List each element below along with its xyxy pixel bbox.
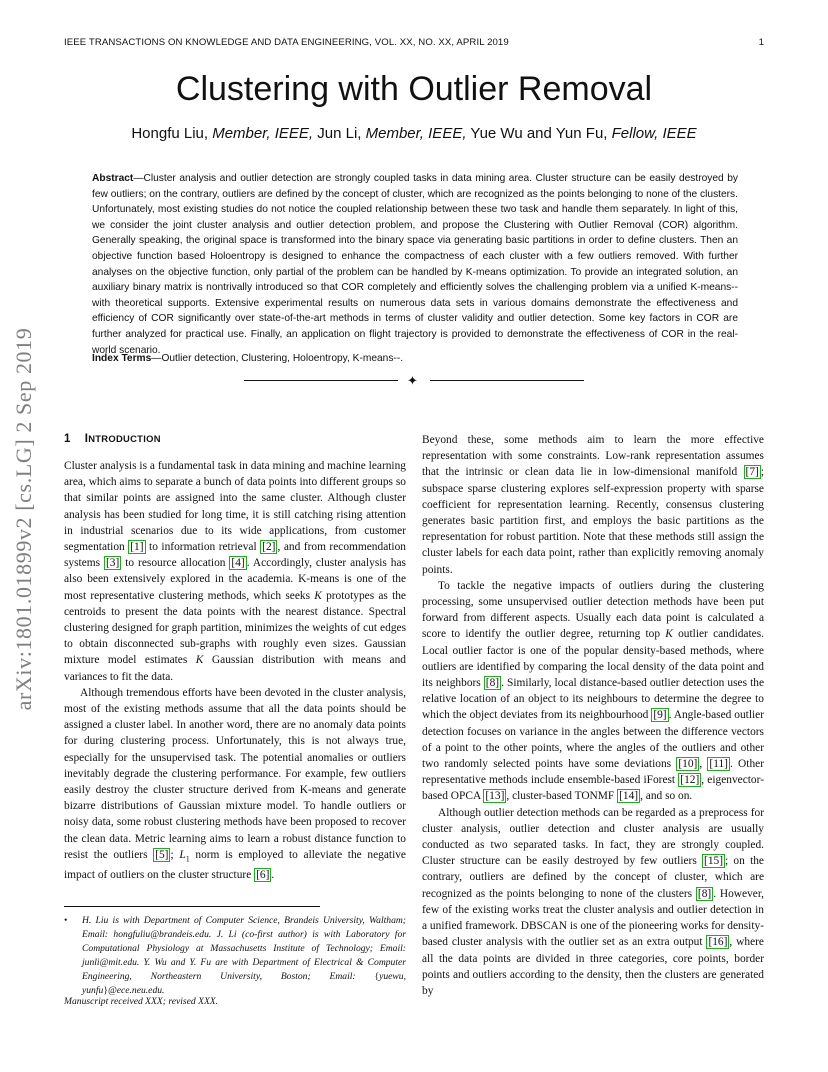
author-role: Member, IEEE, xyxy=(365,125,467,142)
author-name: Jun Li, xyxy=(313,125,366,142)
manuscript-note: Manuscript received XXX; revised XXX. xyxy=(64,996,219,1007)
body-text: , and from recommendation systems xyxy=(64,541,406,570)
page-number: 1 xyxy=(758,37,764,48)
body-text: Although tremendous efforts have been devoted in the cluster analysis, most of the existing methods assume that all the data points should be assigned a cluster label. In another word, there are no anomaly data points for during clustering process. Unfortunately, this is not always true, especially for the unsupervised task. The potential anomalies or outliers inevitably degrade the clustering performance. For example, few outliers easily destroy the cluster structure derived from K-means and generate bizarre distributions of Gaussian mixture model. To handle outliers or noisy data, some robust clustering methods have been proposed to recover the clean data. Metric learning aims to learn a robust distance function to resist the outliers xyxy=(64,686,406,861)
abstract-label: Abstract xyxy=(92,173,134,184)
citation-link[interactable]: [11] xyxy=(709,758,728,771)
body-text: prototypes as the centroids to present the data points with the nearest distance. Spectral clustering designed for graph partition, minimizes the weights of cut edges to obtain disconnected sub-graphs with roughly even sizes. Gaussian mixture model estimates xyxy=(64,589,406,667)
footnote-text-part: @ece.neu.edu. xyxy=(107,985,165,996)
body-text: , cluster-based TONMF xyxy=(506,790,618,803)
body-text: , and so on. xyxy=(640,790,693,803)
index-terms xyxy=(92,353,738,364)
citation-link[interactable]: [6] xyxy=(256,869,270,882)
intro-paragraph-2 xyxy=(64,685,406,884)
citation-link[interactable]: [15] xyxy=(704,855,724,868)
paper-title: Clustering with Outlier Removal xyxy=(175,70,653,108)
citation-link[interactable]: [2] xyxy=(262,541,276,554)
math-subscript: 1 xyxy=(185,854,190,864)
body-text: To tackle the negative impacts of outliers during the clustering processing, some unsupervised outlier detection methods have been put forward from different aspects. Usually each data point is calculated a score to identify the outlier degree, returning top xyxy=(422,579,764,641)
body-text: outlier candidates. Local outlier factor is one of the popular density-based methods, where outliers are identified by comparing the local density of the data point and its neighbors xyxy=(422,628,764,690)
body-text: , xyxy=(699,758,708,771)
body-text: Cluster analysis is a fundamental task in data mining and machine learning area, which aims to separate a bunch of data points into different groups so that similar points are assigned into the same cluster. Although cluster analysis has been studied for long time, it is still catching rising attention in industrial scenarios due to its wide applications, from customer segmentation xyxy=(64,460,406,554)
body-text: norm is employed to alleviate the negative impact of outliers on the cluster structure xyxy=(64,848,406,882)
footnote-text-part: yuewu, yunfu xyxy=(82,971,406,996)
footnote-text-part: H. Liu is with Department of Computer Science, Brandeis University, Waltham; Email: hongfuliu@brandeis.edu. J. Li (co-first author) is with Laboratory for Computational Physiology at Massachusetts Institute of Technology; Email: junli@mit.edu. Y. Wu and Y. Fu are with Department of Electrical & Computer Engineering, Northeastern University, Boston; Email: xyxy=(82,915,406,982)
body-text: Beyond these, some methods aim to learn the more effective representation with some constraints. Low-rank representation assumes that the intrinsic or clean data lie in low-dimensional manifold xyxy=(422,434,764,479)
section-heading xyxy=(64,433,161,445)
math-symbol: K xyxy=(665,628,673,641)
citation-link[interactable]: [5] xyxy=(155,848,169,861)
body-text: . However, few of the existing works treat the cluster analysis and outlier detection in a unified framework. DBSCAN is one of the pioneering works for density-based cluster analysis with the outlier set as an extra output xyxy=(422,887,764,949)
author-name: Hongfu Liu, xyxy=(131,125,213,142)
abstract xyxy=(92,171,738,358)
body-text: to resource allocation xyxy=(121,557,230,570)
footnote-text xyxy=(64,914,406,998)
citation-link[interactable]: [14] xyxy=(619,790,639,803)
citation-link[interactable]: [7] xyxy=(745,466,759,479)
intro-paragraph-4 xyxy=(422,578,764,805)
citation-link[interactable]: [4] xyxy=(231,557,245,570)
intro-paragraph-1 xyxy=(64,458,406,685)
section-number: 1 xyxy=(64,433,71,445)
body-text: Gaussian distribution with means and variances to fit the data. xyxy=(64,654,406,683)
separator-diamond-icon: ✦ xyxy=(407,373,418,388)
citation-link[interactable]: [16] xyxy=(708,936,728,949)
math-symbol: K xyxy=(195,654,204,667)
author-list xyxy=(0,125,828,142)
section-title-initial: I xyxy=(84,433,89,445)
right-column xyxy=(422,432,764,999)
math-symbol: L xyxy=(179,848,186,861)
abstract-text: —Cluster analysis and outlier detection are strongly coupled tasks in data mining area. Cluster structure can be easily destroyed by few outliers; on the contrary, outliers are defined by the concept of cluster, which are recognized as the points belonging to none of the clusters. Unfortunately, most existing studies do not notice the coupled relationship between these two task and handle them separately. In light of this, we consider the joint cluster analysis and outlier detection problem, and propose the Clustering with Outlier Removal (COR) algorithm. Generally speaking, the original space is transformed into the binary space via generating basic partitions in order to define clusters. Then an objective function based Holoentropy is designed to enhance the compactness of each cluster with a few outliers removed. With further analyses on the objective function, only partial of the problem can be handled by K-means optimization. To provide an integrated solution, an auxiliary binary matrix is nontrivally introduced so that COR completely and efficiently solves the challenging problem via a unified K-means-- with theoretical supports. Extensive experimental results on numerous data sets in various domains demonstrate the effectiveness and efficiency of COR significantly over state-of-the-art methods in terms of cluster validity and outlier detection. Some key factors in COR are further analyzed for practical use. Finally, an application on flight trajectory is provided to demonstrate the effectiveness of COR in the real-world scenario. xyxy=(92,173,738,356)
citation-link[interactable]: [3] xyxy=(106,557,120,570)
citation-link[interactable]: [8] xyxy=(485,677,500,690)
left-column xyxy=(64,458,406,884)
body-text: ; subspace sparse clustering explores self-expression property with sparse coefficient for representation learning. Recently, consensus clustering generates basic partition first, and employs the basic partitions as the representation for robust partition. Note that these methods still assign the cluster labels for each data point, rather than explicitly removing anomaly points. xyxy=(422,466,764,576)
body-text: . Similarly, local distance-based outlier detection uses the relative location of an object to its neighbours to determine the degree to which the object deviates from its neighbourhood xyxy=(422,677,764,722)
section-title-rest: NTRODUCTION xyxy=(88,433,161,444)
running-header xyxy=(64,37,764,48)
body-text: . Other representative methods include ensemble-based iForest xyxy=(422,758,764,787)
footnote-brace: { xyxy=(374,971,380,982)
author-name: Yue Wu and Yun Fu, xyxy=(466,125,612,142)
index-terms-label: Index Terms xyxy=(92,353,152,364)
footnote-bullet-icon: • xyxy=(64,915,68,926)
separator-line-right xyxy=(430,380,584,381)
footnote-rule xyxy=(64,906,320,907)
body-text: ; on the contrary, outliers are defined by the concept of cluster, which are recognized as the points belonging to none of the clusters xyxy=(422,855,764,900)
body-text: . xyxy=(271,869,275,882)
author-role: Member, IEEE, xyxy=(212,125,314,142)
body-text: Although outlier detection methods can be regarded as a preprocess for cluster analysis, outlier detection and cluster analysis are usually conducted as two separated tasks. In fact, they are strongly coupled. Cluster structure can be easily destroyed by few outliers xyxy=(422,806,764,868)
author-footnote xyxy=(64,914,406,998)
math-symbol: K xyxy=(314,589,322,602)
body-text: , where all the data points are divided in three categories, core points, border points and outliers according to the density, then the clusters are generated by xyxy=(422,936,764,997)
footnote-brace: } xyxy=(103,985,108,996)
intro-paragraph-3 xyxy=(422,432,764,578)
citation-link[interactable]: [8] xyxy=(697,887,712,900)
citation-link[interactable]: [9] xyxy=(653,709,667,722)
body-text: ; xyxy=(170,848,180,861)
arxiv-identifier-stamp: arXiv:1801.01899v2 [cs.LG] 2 Sep 2019 xyxy=(11,327,36,711)
separator-line-left xyxy=(244,380,398,381)
author-role: Fellow, IEEE xyxy=(611,125,697,142)
citation-link[interactable]: [10] xyxy=(678,758,698,771)
citation-link[interactable]: [1] xyxy=(130,541,144,554)
citation-link[interactable]: [13] xyxy=(485,790,505,803)
index-terms-text: —Outlier detection, Clustering, Holoentropy, K-means--. xyxy=(151,353,404,364)
body-text: . Angle-based outlier detection focuses on variance in the angles between the difference vectors of a point to the other points, where the angles of the outliers and other two randomly selected points have some deviations xyxy=(422,709,764,771)
journal-running-title: IEEE TRANSACTIONS ON KNOWLEDGE AND DATA ENGINEERING, VOL. XX, NO. XX, APRIL 2019 xyxy=(64,37,509,48)
citation-link[interactable]: [12] xyxy=(680,774,700,787)
section-separator xyxy=(244,375,584,387)
body-text: to information retrieval xyxy=(145,541,261,554)
body-text: , eigenvector-based OPCA xyxy=(422,774,764,803)
body-text: . Accordingly, cluster analysis has also been extensively explored in the academia. K-means is one of the most representative clustering methods, which seeks xyxy=(64,557,406,602)
intro-paragraph-5 xyxy=(422,805,764,999)
